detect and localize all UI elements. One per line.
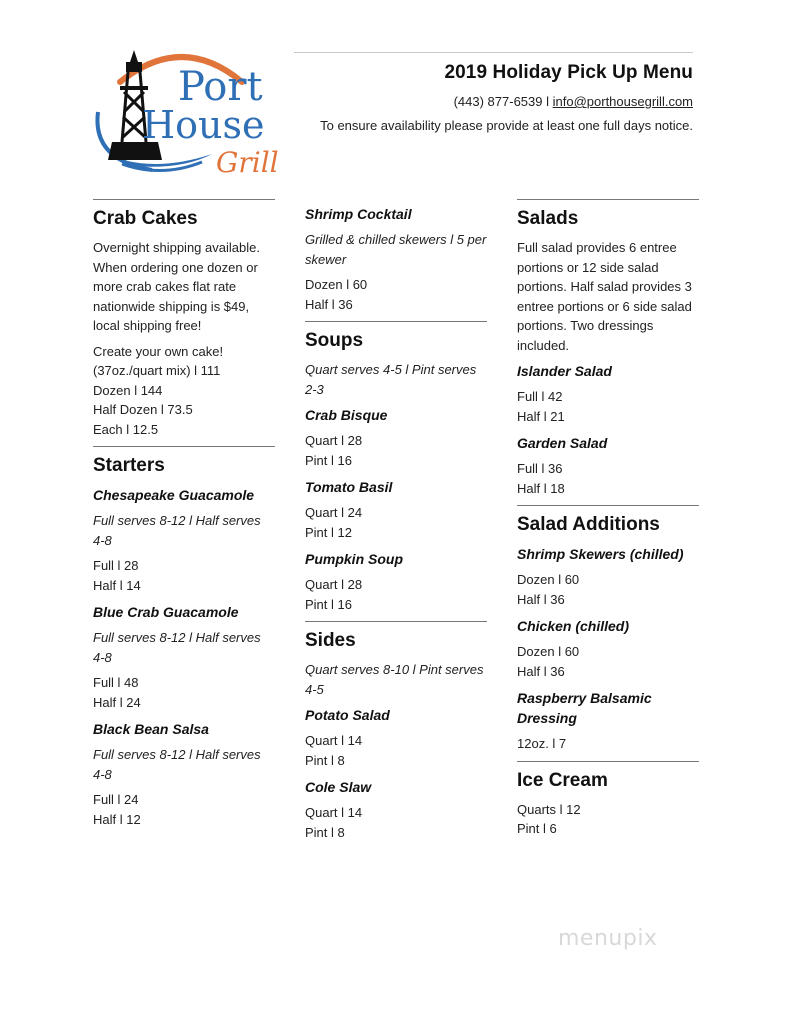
item-prices xyxy=(517,387,699,426)
price-line: Half l 36 xyxy=(517,591,565,607)
menupix-watermark: menupix xyxy=(558,926,658,951)
item-prices xyxy=(517,800,699,839)
item-prices xyxy=(305,731,487,770)
price-line: Quart l 28 xyxy=(305,577,363,592)
price-line: Dozen l 60 xyxy=(517,572,580,587)
item-shrimp-skewers: Shrimp Skewers (chilled) xyxy=(517,546,684,562)
serving-note: Full serves 8-12 l Half serves 4-8 xyxy=(93,747,261,782)
item-tomato-basil: Tomato Basil xyxy=(305,479,393,495)
item-prices xyxy=(93,556,275,595)
price-line: (37oz./quart mix) l 111 xyxy=(93,363,221,378)
section-title-salad-additions: Salad Additions xyxy=(517,514,660,535)
price-line: Full l 28 xyxy=(93,558,139,573)
price-line: Dozen l 60 xyxy=(305,277,368,292)
price-line: Full l 42 xyxy=(517,389,563,404)
price-line: Quarts l 12 xyxy=(517,801,581,817)
item-prices xyxy=(93,673,275,712)
price-line: Quart l 14 xyxy=(305,805,363,820)
price-line: Half l 24 xyxy=(93,694,141,710)
svg-text:House: House xyxy=(142,103,265,147)
section-divider xyxy=(305,321,487,322)
section-title-starters: Starters xyxy=(93,455,165,476)
crab-cakes-description: Overnight shipping available. When ordering one dozen or more crab cakes flat rate nationwide shipping is $49, local shipping free! xyxy=(93,240,260,333)
price-line: Pint l 8 xyxy=(305,824,345,840)
menu-header xyxy=(294,52,693,135)
contact-line xyxy=(294,93,693,110)
section-title-sides: Sides xyxy=(305,630,356,651)
price-line: Full l 36 xyxy=(517,461,563,476)
header-divider xyxy=(294,52,693,53)
price-line: Half l 18 xyxy=(517,480,565,496)
menu-column-1 xyxy=(93,199,275,836)
availability-notice: To ensure availability please provide at least one full days notice. xyxy=(320,118,693,133)
item-prices xyxy=(517,734,699,754)
section-divider xyxy=(517,199,699,200)
price-line: Dozen l 60 xyxy=(517,644,580,659)
section-title-salads: Salads xyxy=(517,208,579,229)
section-divider xyxy=(517,505,699,506)
price-line: 12oz. l 7 xyxy=(517,736,567,751)
section-divider xyxy=(305,621,487,622)
menu-column-3 xyxy=(517,199,699,846)
price-line: Quart l 28 xyxy=(305,433,363,448)
item-chicken: Chicken (chilled) xyxy=(517,618,630,634)
phone-number: (443) 877-6539 xyxy=(453,94,543,109)
contact-separator: l xyxy=(542,94,553,109)
item-prices xyxy=(305,575,487,614)
price-line: Pint l 16 xyxy=(305,452,352,468)
item-prices xyxy=(305,803,487,842)
item-chesapeake-guacamole: Chesapeake Guacamole xyxy=(93,487,255,503)
email-link[interactable]: info@porthousegrill.com xyxy=(552,94,693,109)
price-line: Half l 14 xyxy=(93,577,141,593)
item-prices xyxy=(305,431,487,470)
menu-title: 2019 Holiday Pick Up Menu xyxy=(444,62,693,83)
item-potato-salad: Potato Salad xyxy=(305,707,390,723)
price-line: Each l 12.5 xyxy=(93,421,159,437)
item-cole-slaw: Cole Slaw xyxy=(305,779,372,795)
crab-cakes-prices xyxy=(93,342,275,440)
item-garden-salad: Garden Salad xyxy=(517,435,608,451)
item-prices xyxy=(517,459,699,498)
price-line: Half l 21 xyxy=(517,408,565,424)
section-divider xyxy=(517,761,699,762)
item-prices xyxy=(93,790,275,829)
item-pumpkin-soup: Pumpkin Soup xyxy=(305,551,403,567)
price-line: Create your own cake! xyxy=(93,343,224,359)
serving-note: Quart serves 4-5 l Pint serves 2-3 xyxy=(305,362,477,397)
price-line: Full l 48 xyxy=(93,675,139,690)
price-line: Half l 36 xyxy=(517,663,565,679)
price-line: Dozen l 144 xyxy=(93,382,163,398)
menu-column-2 xyxy=(305,199,487,849)
price-line: Pint l 16 xyxy=(305,596,352,612)
item-black-bean-salsa: Black Bean Salsa xyxy=(93,721,209,737)
price-line: Full l 24 xyxy=(93,792,139,807)
section-divider xyxy=(93,199,275,200)
price-line: Pint l 6 xyxy=(517,821,557,836)
price-line: Pint l 8 xyxy=(305,752,345,768)
item-prices xyxy=(305,275,487,314)
section-title-soups: Soups xyxy=(305,330,364,351)
port-house-grill-logo xyxy=(92,42,284,192)
item-prices xyxy=(517,642,699,681)
serving-note: Full serves 8-12 l Half serves 4-8 xyxy=(93,630,261,665)
price-line: Half Dozen l 73.5 xyxy=(93,402,193,417)
item-crab-bisque: Crab Bisque xyxy=(305,407,388,423)
price-line: Quart l 14 xyxy=(305,733,363,748)
item-raspberry-balsamic-dressing: Raspberry Balsamic Dressing xyxy=(517,690,652,726)
serving-note: Quart serves 8-10 l Pint serves 4-5 xyxy=(305,662,484,697)
svg-text:Grill: Grill xyxy=(216,146,279,179)
price-line: Half l 36 xyxy=(305,296,353,312)
price-line: Half l 12 xyxy=(93,811,141,827)
item-shrimp-cocktail: Shrimp Cocktail xyxy=(305,206,412,222)
section-divider xyxy=(93,446,275,447)
item-prices xyxy=(305,503,487,542)
item-prices xyxy=(517,570,699,609)
price-line: Pint l 12 xyxy=(305,524,352,540)
salads-description: Full salad provides 6 entree portions or 12 side salad portions. Half salad provides 3 entree portions or 6 side salad portions. Two dressings included. xyxy=(517,240,692,353)
item-islander-salad: Islander Salad xyxy=(517,363,612,379)
lighthouse-buoy-icon xyxy=(92,42,284,192)
section-title-crab-cakes: Crab Cakes xyxy=(93,208,198,229)
svg-text:Port: Port xyxy=(178,64,263,110)
price-line: Quart l 24 xyxy=(305,505,363,520)
item-blue-crab-guacamole: Blue Crab Guacamole xyxy=(93,604,239,620)
serving-note: Grilled & chilled skewers l 5 per skewer xyxy=(305,232,487,267)
serving-note: Full serves 8-12 l Half serves 4-8 xyxy=(93,513,261,548)
section-title-ice-cream: Ice Cream xyxy=(517,769,608,791)
